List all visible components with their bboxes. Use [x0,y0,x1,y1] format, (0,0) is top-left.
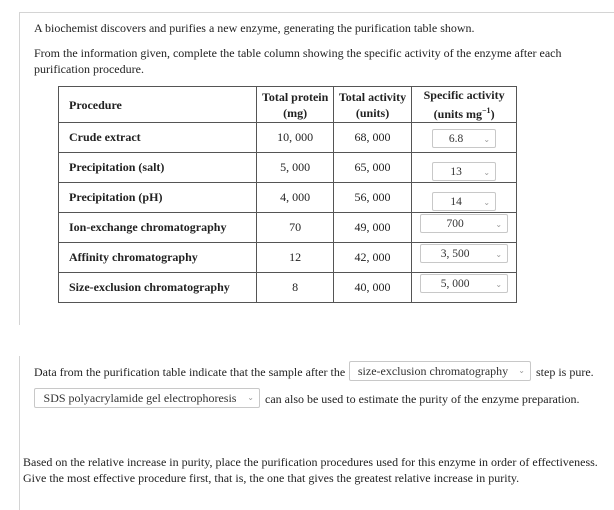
specific-activity-cell [412,153,517,183]
table-row [59,183,517,213]
total-protein-cell: 4, 000 [257,183,333,213]
procedure-cell: Size-exclusion chromatography [59,273,257,303]
pure-step-dropdown[interactable]: size-exclusion chromatography ⌄ [349,361,531,381]
header-total-protein: Total protein (mg) [257,87,333,123]
ranking-line-2: Give the most effective procedure first, that is, the one that gives the greatest relative increase in purity. [23,471,520,485]
table-row [59,243,517,273]
purity-method-dropdown[interactable]: SDS polyacrylamide gel electrophoresis ⌄ [34,388,260,408]
procedure-cell: Precipitation (pH) [59,183,257,213]
ranking-line-1: Based on the relative increase in purity, place the purification procedures used for this enzyme in order of effectiveness. [23,455,598,469]
total-activity-cell: 65, 000 [333,153,411,183]
specific-activity-dropdown[interactable]: 700 ⌄ [420,214,508,233]
specific-activity-dropdown[interactable]: 14 ⌄ [432,192,496,211]
total-protein-cell: 70 [257,213,333,243]
specific-activity-cell [412,183,517,213]
specific-activity-cell [412,273,517,303]
chevron-down-icon: ⌄ [495,250,503,259]
total-activity-cell: 42, 000 [333,243,411,273]
sentence1-before: Data from the purification table indicate that the sample after the [34,365,346,379]
header-specific-activity: Specific activity (units $mg^{-1}$) [412,87,517,123]
table-row [59,213,517,243]
total-protein-cell: 5, 000 [257,153,333,183]
procedure-cell: Ion-exchange chromatography [59,213,257,243]
chevron-down-icon: ⌄ [495,220,503,229]
header-total-activity: Total activity (units) [333,87,411,123]
table-row [59,123,517,153]
header-procedure: Procedure [59,87,257,123]
specific-activity-cell [412,123,517,153]
table-row [59,273,517,303]
specific-activity-dropdown[interactable]: 6.8 ⌄ [432,129,496,148]
procedure-cell: Precipitation (salt) [59,153,257,183]
total-protein-cell: 8 [257,273,333,303]
total-activity-cell: 49, 000 [333,213,411,243]
total-activity-cell: 68, 000 [333,123,411,153]
chevron-down-icon: ⌄ [483,198,491,207]
chevron-down-icon: ⌄ [495,280,503,289]
intro-line-1: A biochemist discovers and purifies a new enzyme, generating the purification table shown. [34,21,475,35]
specific-activity-dropdown[interactable]: 13 ⌄ [432,162,496,181]
specific-activity-dropdown[interactable]: 5, 000 ⌄ [420,274,508,293]
sentence1-after: step is pure. [536,365,594,379]
specific-activity-cell [412,213,517,243]
chevron-down-icon: ⌄ [483,135,491,144]
intro-line-3: purification procedure. [34,62,144,76]
total-protein-cell: 12 [257,243,333,273]
purification-table [58,86,517,303]
chevron-down-icon: ⌄ [518,366,525,375]
total-activity-cell: 56, 000 [333,183,411,213]
specific-activity-dropdown[interactable]: 3, 500 ⌄ [420,244,508,263]
procedure-cell: Crude extract [59,123,257,153]
chevron-down-icon: ⌄ [247,393,254,402]
procedure-cell: Affinity chromatography [59,243,257,273]
total-activity-cell: 40, 000 [333,273,411,303]
chevron-down-icon: ⌄ [483,168,491,177]
total-protein-cell: 10, 000 [257,123,333,153]
table-row [59,153,517,183]
intro-line-2: From the information given, complete the table column showing the specific activity of the enzyme after each [34,46,562,60]
specific-activity-cell [412,243,517,273]
sentence2-after: can also be used to estimate the purity of the enzyme preparation. [265,392,580,406]
